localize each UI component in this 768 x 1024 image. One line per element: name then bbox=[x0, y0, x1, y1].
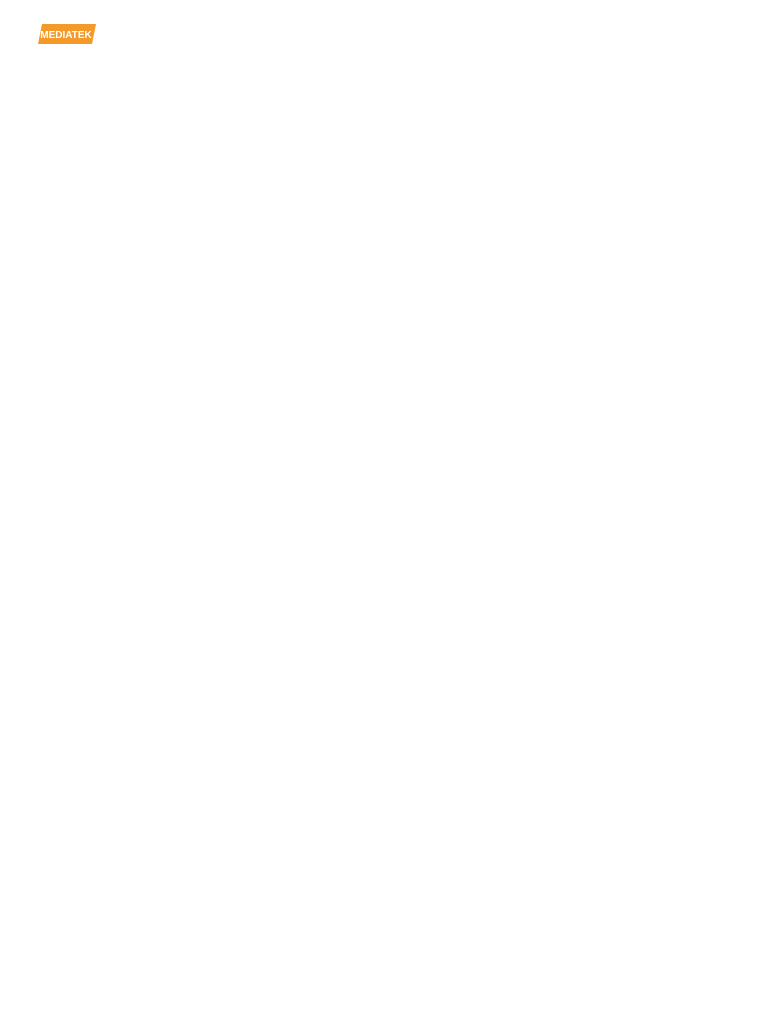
svg-text:MEDIATEK: MEDIATEK bbox=[40, 30, 92, 41]
mediatek-logo bbox=[38, 22, 96, 46]
